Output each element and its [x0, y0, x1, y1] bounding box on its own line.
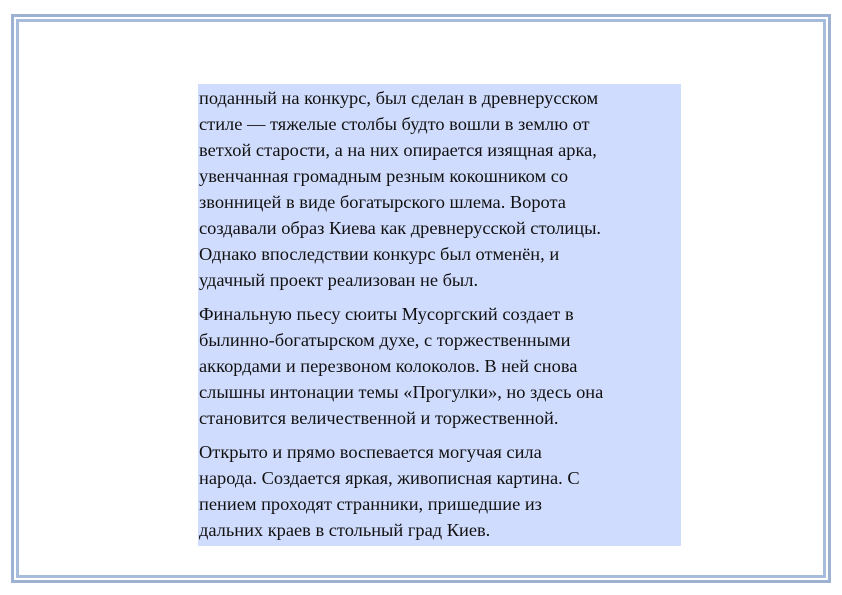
paragraph-people-strength: Открыто и прямо воспевается могучая сила народа. Создается яркая, живописная картина. С пением проходят странники, пришедшие из дальних краев в стольный град Киев.: [199, 442, 580, 540]
paragraph-gates-description: поданный на конкурс, был сделан в древнерусском стиле — тяжелые столбы будто вошли в землю от ветхой старости, а на них опирается изящная арка, увенчанная громадным резным кокошником со звонницей в виде богатырского шлема. Ворота создавали образ Киева как древнерусской столицы. Однако впоследствии конкурс был отменён, и удачный проект реализован не был.: [199, 88, 602, 290]
text-box: [198, 84, 681, 546]
paragraph-final-piece: Финальную пьесу сюиты Мусоргский создает в былинно-богатырском духе, с торжественными аккордами и перезвоном колоколов. В ней снова слышны интонации темы «Прогулки», но здесь она становится величественной и торжественной.: [199, 304, 604, 428]
